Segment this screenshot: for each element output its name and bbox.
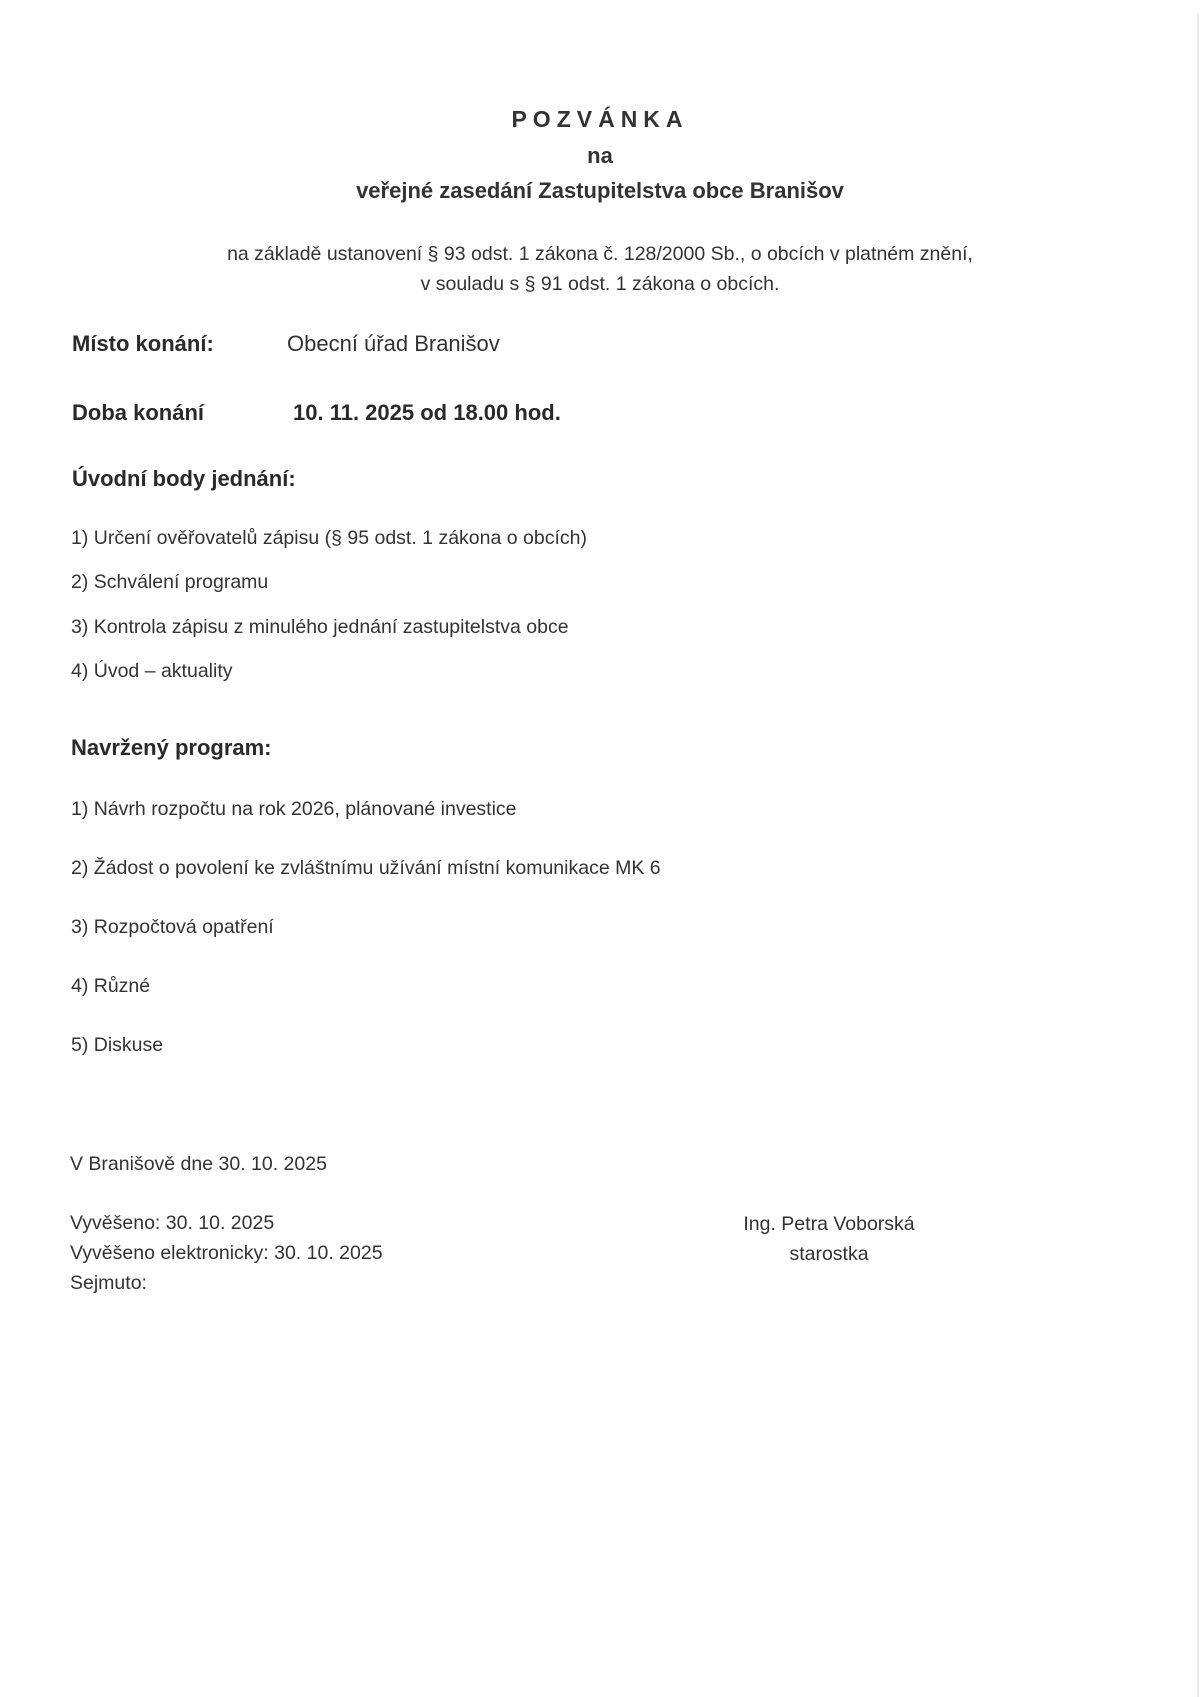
document-title: POZVÁNKA [511, 106, 689, 132]
document-subtitle-na: na [587, 143, 613, 168]
program-item: 2) Žádost o povolení ke zvláštnímu užívání místní komunikace MK 6 [71, 857, 661, 879]
intro-item: 4) Úvod – aktuality [71, 660, 233, 682]
program-section-heading: Navržený program: [71, 735, 272, 760]
document-subtitle-meeting: veřejné zasedání Zastupitelstva obce Branišov [356, 178, 844, 203]
signatory-name: Ing. Petra Voborská [743, 1213, 915, 1235]
signatory-role: starostka [789, 1243, 869, 1265]
legal-basis-line-2: v souladu s § 91 odst. 1 zákona o obcích. [420, 273, 780, 295]
time-value: 10. 11. 2025 od 18.00 hod. [293, 400, 561, 425]
program-item: 4) Různé [71, 975, 151, 997]
program-item: 5) Diskuse [71, 1034, 164, 1056]
venue-label: Místo konání: [72, 331, 214, 356]
intro-item: 3) Kontrola zápisu z minulého jednání zastupitelstva obce [71, 616, 569, 638]
posted-date: Vyvěšeno: 30. 10. 2025 [70, 1212, 275, 1234]
place-and-date: V Branišově dne 30. 10. 2025 [70, 1153, 327, 1175]
legal-basis-line-1: na základě ustanovení § 93 odst. 1 zákona č. 128/2000 Sb., o obcích v platném znění, [227, 243, 973, 265]
intro-item: 2) Schválení programu [71, 571, 269, 593]
program-item: 1) Návrh rozpočtu na rok 2026, plánované investice [71, 798, 517, 820]
posted-electronic-date: Vyvěšeno elektronicky: 30. 10. 2025 [70, 1242, 383, 1264]
program-item: 3) Rozpočtová opatření [71, 916, 274, 938]
venue-value: Obecní úřad Branišov [287, 331, 500, 356]
intro-item: 1) Určení ověřovatelů zápisu (§ 95 odst. 1 zákona o obcích) [71, 527, 587, 549]
scan-edge-line [1197, 14, 1199, 1697]
time-label: Doba konání [72, 400, 205, 425]
removed-date: Sejmuto: [70, 1272, 147, 1294]
intro-section-heading: Úvodní body jednání: [72, 466, 296, 491]
